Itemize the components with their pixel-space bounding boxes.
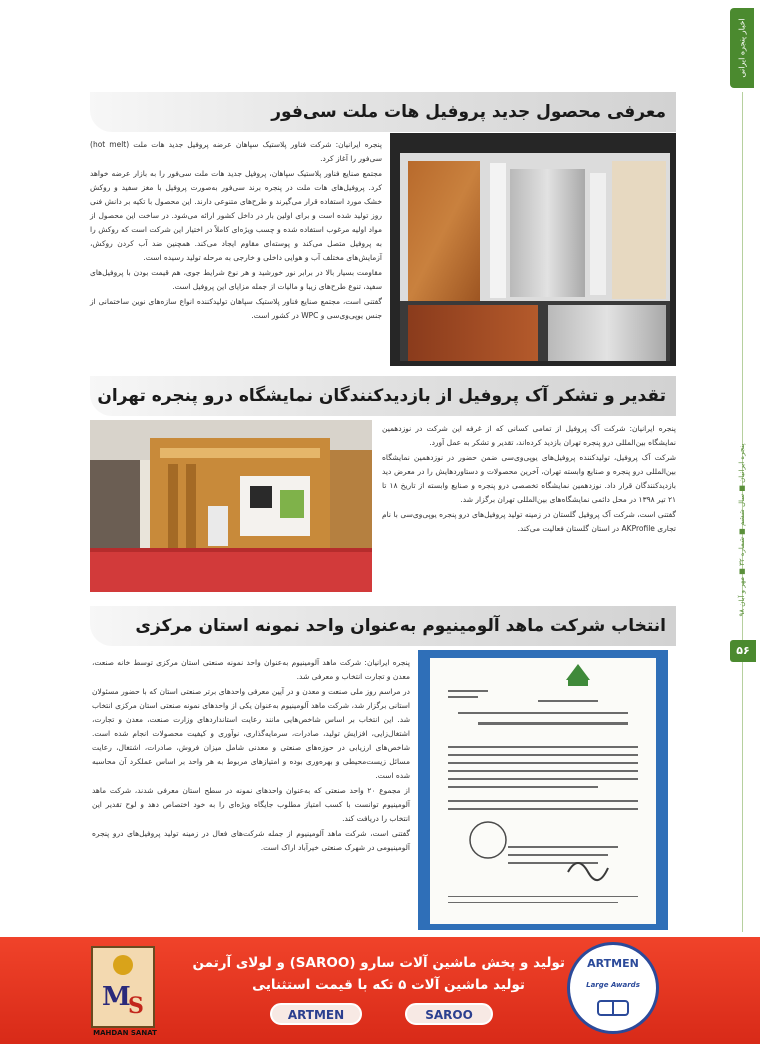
section1-header <box>90 92 676 132</box>
exhibition-booth-image <box>90 420 372 592</box>
artmen-brand-badge: ARTMEN <box>270 1003 362 1025</box>
section3-body <box>92 656 410 930</box>
section1-paragraph: مجتمع صنایع فناور پلاستیک سپاهان، پروفیل جدید هات ملت سی‌فور را به بازار عرضه خواهد کرد. پروفیل‌های هات ملت در پنجره برند سی‌فور به‌صورت پروفیل با مغز سفید و روکش خشک مورد استفاده قرار می‌گیرند و طرح‌های متنوعی دارند. این محصول با تکیه بر دانش فنی روز تولید شده است و برای اولین بار در داخل کشور ارائه می‌شود. در ساخت این محصول از مواد اولیه مرغوب استفاده شده و چسب ویژه‌ای کاملاً در اختیار این شرکت است که روکش را به پروفیل متصل می‌کند و پوسته‌ای مقاوم ایجاد می‌کند. همچنین ضد آب کردن روکش، آزمایش‌های مختلف آب و هوایی داخلی و خارجی به مرحله تولید رسیده است. <box>90 169 382 262</box>
certificate-image <box>418 650 668 930</box>
advertisement-banner[interactable] <box>0 937 760 1044</box>
section1-paragraph: مقاومت بسیار بالا در برابر نور خورشید و هر نوع شرایط جوی، هم قیمت بودن با پروفیل‌های سفید، تنوع طرح‌های زیبا و مالیات از جمله مزایای این پروفیل است. <box>90 268 382 291</box>
section2-title: تقدیر و تشکر آک پروفیل از بازدیدکنندگان نمایشگاه درو پنجره تهران <box>97 386 666 406</box>
section3-title: انتخاب شرکت ماهد آلومینیوم به‌عنوان واحد نمونه استان مرکزی <box>135 616 666 636</box>
mahdan-sanat-logo <box>88 943 158 1031</box>
section3-paragraph: در مراسم روز ملی صنعت و معدن و در آیین معرفی واحدهای برتر صنعتی استان که با حضور مسئولان استانی برگزار شد، شرکت ماهد آلومینیوم به‌عنوان یکی از واحدهای نمونه صنعتی استان مرکزی انتخاب شد. این انتخاب بر اساس شاخص‌هایی مانند رعایت استانداردهای وزارت صنعت، معدن و تجارت، اشتغال‌زایی، افزایش تولید، صادرات، سرمایه‌گذاری، نوآوری و کیفیت محصولات انجام شده است. شاخص‌های ارزیابی در حوزه‌های صنعتی و معدنی شامل میزان فروش، صادرات، اشتغال، رعایت مسائل زیست‌محیطی و بهره‌وری بوده و امتیازهای مربوط به هر واحد بر اساس عملکرد آن محاسبه شده است. <box>92 687 410 780</box>
seal-top-text: ARTMEN <box>587 957 639 970</box>
seal-bottom-text: Large Awards <box>586 981 640 989</box>
profile-samples-image <box>390 133 676 366</box>
company-name: MAHDAN SANAT <box>93 1029 157 1037</box>
page-number: ۵۶ <box>730 640 756 662</box>
artmen-seal-logo <box>567 942 659 1034</box>
issue-info-text: پنجره ایرانیان ■ سال ششم ■ شماره ۳۲ ■ مهر و آبان ۹۸ <box>738 443 746 617</box>
issue-info <box>732 420 752 640</box>
section3-paragraph: گفتنی است، شرکت ماهد آلومینیوم از جمله شرکت‌های فعال در زمینه تولید پروفیل‌های درو پنجره آلومینیومی در شهرک صنعتی خیرآباد اراک است. <box>92 829 410 852</box>
section3-header <box>90 606 676 646</box>
section1-product-photo <box>390 133 676 366</box>
company-logo-icon <box>88 943 158 1031</box>
saroo-brand-badge: SAROO <box>405 1003 493 1025</box>
section2-paragraph: گفتنی است، شرکت آک پروفیل گلستان در زمینه تولید پروفیل‌های درو پنجره یو‌پی‌وی‌سی با نام تجاری AKProfile در استان گلستان فعالیت می‌کند. <box>382 510 676 533</box>
section1-title: معرفی محصول جدید پروفیل هات ملت سی‌فور <box>271 102 666 122</box>
section1-paragraph: گفتنی است، مجتمع صنایع فناور پلاستیک سپاهان تولیدکننده انواع سازه‌های نوین ساختمانی از جنس یو‌پی‌وی‌سی و WPC در کشور است. <box>90 297 382 320</box>
hinge-icon <box>570 995 656 1025</box>
ad-headline: تولید و پخش ماشین آلات سارو (SAROO) و لولای آرتمن <box>192 955 565 971</box>
section1-paragraph: پنجره ایرانیان: شرکت فناور پلاستیک سپاهان عرضه پروفیل جدید هات ملت (hot melt) سی‌فور را آغاز کرد. <box>90 140 383 163</box>
svg-text:M: M <box>102 982 131 1012</box>
svg-text:S: S <box>128 993 144 1019</box>
section2-exhibition-photo <box>90 420 372 592</box>
section3-paragraph: پنجره ایرانیان: شرکت ماهد آلومینیوم به‌عنوان واحد نمونه صنعتی استان مرکزی توسط خانه صنعت، معدن و تجارت انتخاب و معرفی شد. <box>92 658 410 681</box>
section2-paragraph: پنجره ایرانیان: شرکت آک پروفیل از تمامی کسانی که از غرفه این شرکت در نوزدهمین نمایشگاه بین‌المللی درو پنجره تهران بازدید کرده‌اند، تقدیر و تشکر به عمل آورد. <box>382 424 676 447</box>
section2-paragraph: شرکت آک پروفیل، تولیدکننده پروفیل‌های یو‌پی‌وی‌سی ضمن حضور در نوزدهمین نمایشگاه بین‌المللی درو پنجره و صنایع وابسته تهران، آخرین محصولات و دستاوردهایش را در معرض دید بازدیدکنندگان قرار داد. نوزدهمین نمایشگاه تخصصی درو پنجره و صنایع وابسته از تاریخ ۱۸ تا ۲۱ تیر ۱۳۹۸ در محل دائمی نمایشگاه‌های بین‌المللی تهران برگزار شد. <box>382 453 676 504</box>
section-tab-label: اخبار پنجره ایرانی <box>737 18 747 78</box>
section-tab <box>730 8 754 88</box>
section2-body <box>382 422 676 582</box>
section3-paragraph: از مجموع ۲۰ واحد صنعتی که به‌عنوان واحدهای نمونه در سطح استان معرفی شدند، شرکت ماهد آلومینیوم توانست با کسب امتیاز مطلوب جایگاه ویژه‌ای را به خود اختصاص دهد و لوح تقدیر این انتخاب را دریافت کند. <box>92 786 410 823</box>
ad-subline: تولید ماشین آلات ۵ تکه با قیمت استثنایی <box>252 977 525 993</box>
section2-header <box>90 376 676 416</box>
section1-body <box>90 138 382 368</box>
section3-certificate-photo <box>418 650 668 930</box>
